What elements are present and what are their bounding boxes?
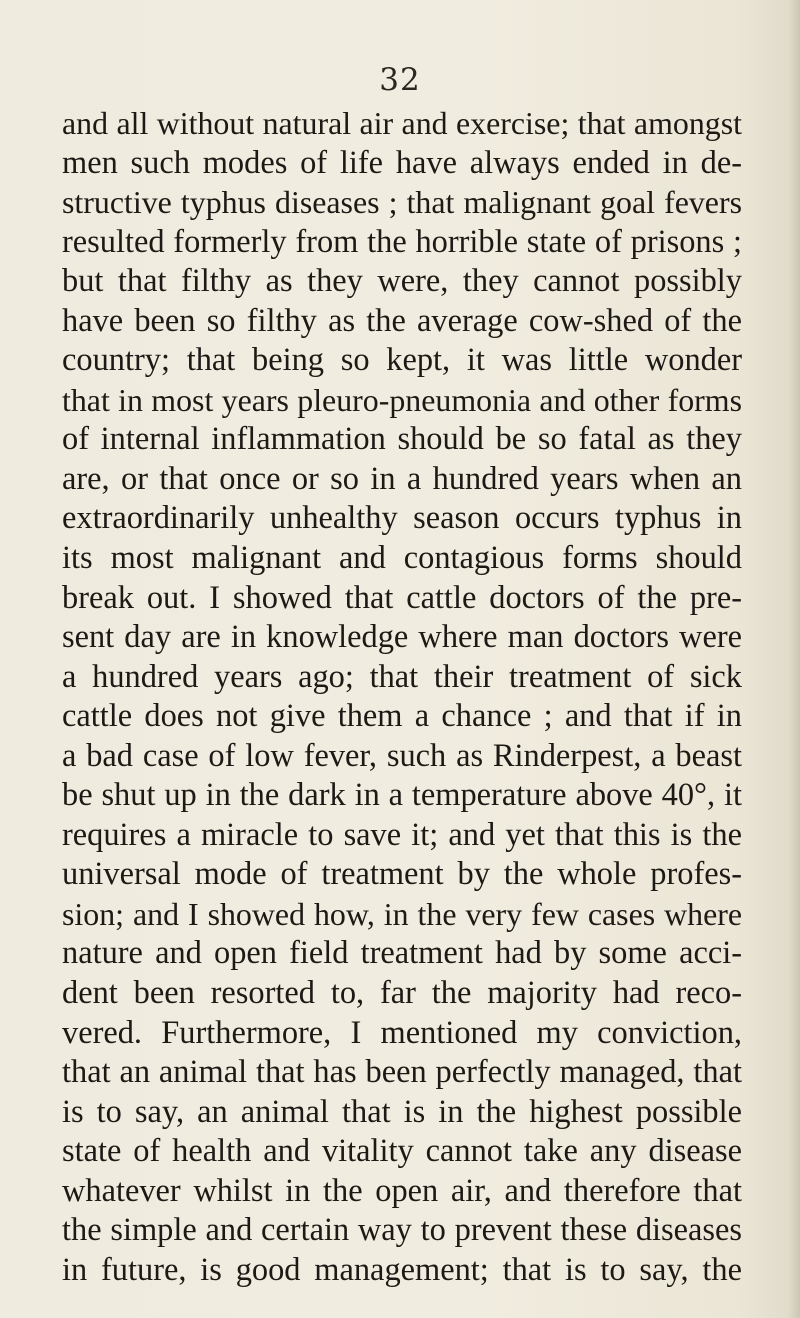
text-line: a hundred years ago; that their treatment of sick (62, 658, 742, 695)
body-text (62, 104, 742, 1290)
text-line: of internal inflammation should be so fatal as they (62, 421, 742, 458)
text-line: is to say, an animal that is in the highest possible (62, 1093, 742, 1130)
text-line: sion; and I showed how, in the very few cases where (62, 896, 742, 932)
text-line: that an animal that has been perfectly managed, that (62, 1054, 742, 1091)
text-line: in future, is good management; that is to say, the (62, 1251, 742, 1288)
page-edge-shadow (788, 0, 800, 1318)
text-line: break out. I showed that cattle doctors of the pre- (62, 579, 742, 616)
text-line: men such modes of life have always ended in de- (62, 144, 742, 181)
text-line: extraordinarily unhealthy season occurs typhus in (62, 500, 742, 537)
text-line: the simple and certain way to prevent these diseases (62, 1212, 742, 1249)
text-line: and all without natural air and exercise; that amongst (62, 106, 742, 141)
text-line: have been so filthy as the average cow-shed of the (62, 302, 742, 339)
text-line: vered. Furthermore, I mentioned my conviction, (62, 1014, 742, 1051)
text-line: universal mode of treatment by the whole profes- (62, 856, 742, 893)
text-line: country; that being so kept, it was little wonder (62, 342, 742, 379)
page-number: 32 (379, 62, 421, 98)
text-line: nature and open field treatment had by some acci- (62, 935, 742, 972)
text-line: sent day are in knowledge where man doctors were (62, 619, 742, 656)
text-line: state of health and vitality cannot take any disease (62, 1133, 742, 1170)
text-line: dent been resorted to, far the majority had reco- (62, 975, 742, 1012)
text-line: cattle does not give them a chance ; and that if in (62, 698, 742, 735)
text-line: but that filthy as they were, they cannot possibly (62, 263, 742, 300)
text-line: its most malignant and contagious forms should (62, 540, 742, 577)
text-line: structive typhus diseases ; that malignant goal fevers (62, 185, 742, 221)
text-line: requires a miracle to save it; and yet that this is the (62, 816, 742, 853)
text-line: are, or that once or so in a hundred years when an (62, 460, 742, 497)
text-line: whatever whilst in the open air, and therefore that (62, 1172, 742, 1209)
text-line: resulted formerly from the horrible state of prisons ; (62, 223, 742, 260)
text-line: a bad case of low fever, such as Rinderpest, a beast (62, 737, 742, 774)
text-line: that in most years pleuro-pneumonia and other forms (62, 382, 742, 418)
text-line: be shut up in the dark in a temperature above 40°, it (62, 777, 742, 814)
